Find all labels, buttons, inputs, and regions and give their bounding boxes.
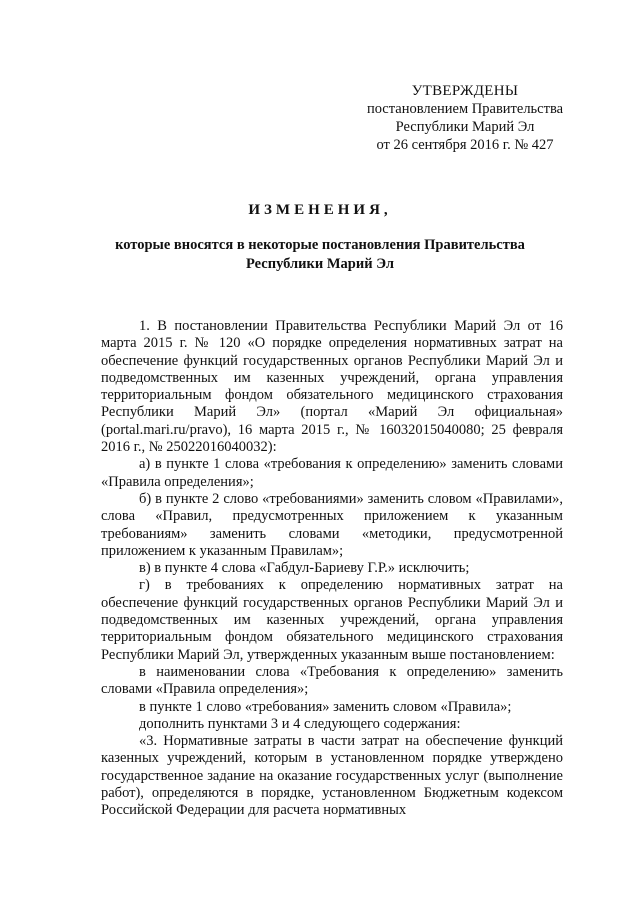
approval-heading: УТВЕРЖДЕНЫ <box>411 83 519 99</box>
approval-block <box>360 82 570 154</box>
document-subtitle <box>90 236 550 274</box>
paragraph-item-v: в) в пункте 4 слова «Габдул-Бариеву Г.Р.» исключить; <box>139 560 470 577</box>
paragraph-1: 1. В постановлении Правительства Республики Марий Эл от 16 марта 2015 г. № 120 «О порядке определения нормативных затрат на обеспечение функций государственных органов Республики Марий Эл и подведомственных им казенных учреждений, органа управления территориальным фондом обязательного медицинского страхования Республики Марий Эл» (портал «Марий Эл официальная» (portal.mari.ru/pravo), 16 марта 2015 г., № 16032015040080; 25 февраля 2016 г., № 25022016040032): <box>101 318 563 456</box>
document-title: ИЗМЕНЕНИЯ, <box>248 202 392 218</box>
approval-line-2: Республики Марий Эл <box>395 119 535 135</box>
subtitle-line-2: Республики Марий Эл <box>246 256 394 272</box>
approval-date-line: от 26 сентября 2016 г. № 427 <box>376 137 554 153</box>
paragraph-item-a: а) в пункте 1 слова «требования к определению» заменить словами «Правила определения»; <box>101 456 563 490</box>
approval-line-1: постановлением Правительства <box>366 101 564 117</box>
paragraph-item-g: г) в требованиях к определению нормативных затрат на обеспечение функций государственных органов Республики Марий Эл и подведомственных им казенных учреждений, органа управления территориальным фондом обязательного медицинского страхования Республики Марий Эл, утвержденных указанным выше постановлением: <box>101 577 563 663</box>
paragraph-naming: в наименовании слова «Требования к определению» заменить словами «Правила определения»; <box>101 663 563 698</box>
subtitle-line-1: которые вносятся в некоторые постановления Правительства <box>115 237 525 253</box>
paragraph-supplement: дополнить пунктами 3 и 4 следующего содержания: <box>139 715 461 732</box>
document-body <box>101 318 563 820</box>
paragraph-point-1: в пункте 1 слово «требования» заменить словом «Правила»; <box>139 698 512 715</box>
paragraph-point-3: «3. Нормативные затраты в части затрат на обеспечение функций казенных учреждений, которым в установленном порядке утверждено государственное задание на оказание государственных услуг (выполнение работ), определяются в порядке, установленном Бюджетным кодексом Российской Федерации для расчета нормативных <box>101 733 563 819</box>
paragraph-item-b: б) в пункте 2 слово «требованиями» заменить словом «Правилами», слова «Правил, предусмотренных приложением к указанным требованиям» заменить словами «методики, предусмотренной приложением к указанным Правилам»; <box>101 490 563 559</box>
